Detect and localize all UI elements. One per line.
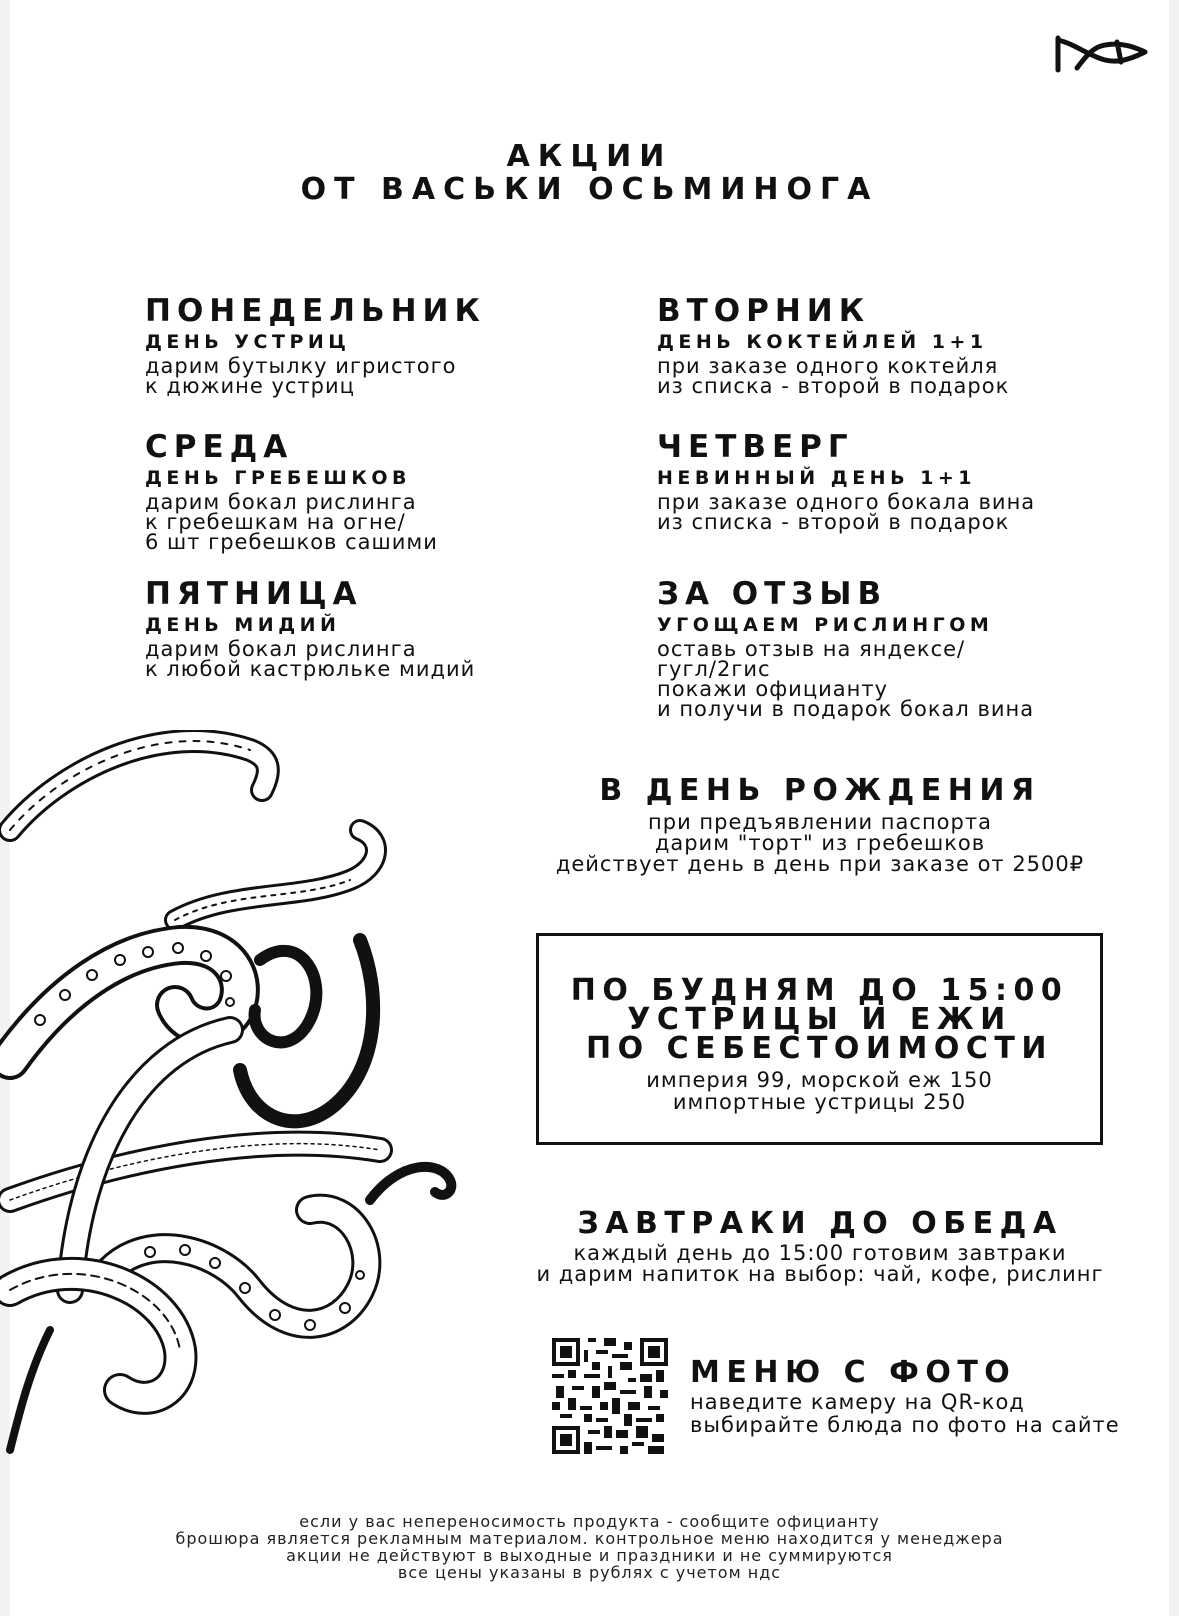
weekdays-box — [536, 933, 1103, 1145]
title-line-2: ОТ ВАСЬКИ ОСЬМИНОГА — [300, 172, 879, 207]
weekdays-heading — [539, 973, 1100, 1066]
menu-photo-line: наведите камеру на QR-код — [690, 1390, 1025, 1414]
weekdays-line: импортные устрицы 250 — [672, 1090, 967, 1114]
promo-line: при заказе одного коктейля — [657, 354, 999, 378]
promo-line: к гребешкам на огне/ — [145, 510, 406, 534]
weekdays-heading-line: УСТРИЦЫ И ЕЖИ — [627, 1002, 1012, 1037]
promo-line: покажи официанту — [657, 677, 889, 701]
promo-desc — [145, 639, 605, 679]
promo-day: ВТОРНИК — [657, 293, 871, 329]
promo-line: из списка - второй в подарок — [657, 374, 1010, 398]
breakfast-line: каждый день до 15:00 готовим завтраки — [573, 1241, 1067, 1265]
promo-line: при заказе одного бокала вина — [657, 490, 1036, 514]
promo-monday — [145, 293, 605, 396]
promo-desc — [145, 492, 605, 552]
promo-desc — [145, 356, 605, 396]
promo-wednesday — [145, 429, 605, 552]
promo-line: к дюжине устриц — [145, 374, 355, 398]
promo-day: ПОНЕДЕЛЬНИК — [145, 293, 486, 329]
footer-line: акции не действуют в выходные и праздники и не суммируются — [286, 1546, 893, 1565]
breakfast-desc — [520, 1243, 1120, 1285]
octopus-tentacles-illustration — [0, 730, 480, 1490]
promo-subtitle: ДЕНЬ УСТРИЦ — [145, 331, 351, 353]
promo-desc — [657, 356, 1127, 396]
promo-line: оставь отзыв на яндексе/ — [657, 637, 966, 661]
menu-photo-line: выбирайте блюда по фото на сайте — [690, 1413, 1120, 1437]
promo-line: 6 шт гребешков сашими — [145, 530, 438, 554]
breakfast-line: и дарим напиток на выбор: чай, кофе, рислинг — [536, 1262, 1104, 1286]
promo-line: дарим бокал рислинга — [145, 490, 417, 514]
promo-line: из списка - второй в подарок — [657, 510, 1010, 534]
weekdays-heading-line: ПО БУДНЯМ ДО 15:00 — [570, 973, 1069, 1008]
weekdays-line: империя 99, морской еж 150 — [646, 1068, 993, 1092]
footer-notes — [0, 1513, 1179, 1581]
promo-desc — [657, 639, 1127, 719]
birthday-heading: В ДЕНЬ РОЖДЕНИЯ — [599, 773, 1041, 808]
weekdays-heading-line: ПО СЕБЕСТОИМОСТИ — [586, 1031, 1053, 1066]
promo-subtitle: НЕВИННЫЙ ДЕНЬ 1+1 — [657, 467, 977, 489]
promo-review — [657, 576, 1127, 719]
promo-line: к любой кастрюльке мидий — [145, 657, 476, 681]
promo-subtitle: ДЕНЬ ГРЕБЕШКОВ — [145, 467, 412, 489]
birthday-line: дарим "торт" из гребешков — [654, 831, 986, 855]
birthday-line: при предъявлении паспорта — [648, 810, 992, 834]
weekdays-desc — [539, 1069, 1100, 1113]
promo-tuesday — [657, 293, 1127, 396]
birthday-desc — [540, 812, 1100, 875]
promo-day: ЗА ОТЗЫВ — [657, 576, 888, 612]
footer-line: брошюра является рекламным материалом. контрольное меню находится у менеджера — [175, 1529, 1004, 1548]
promo-subtitle: ДЕНЬ МИДИЙ — [145, 614, 341, 636]
breakfast-section — [520, 1207, 1120, 1285]
footer-line: все цены указаны в рублях с учетом ндс — [397, 1563, 782, 1582]
page-title — [0, 140, 1179, 206]
breakfast-heading: ЗАВТРАКИ ДО ОБЕДА — [577, 1206, 1063, 1241]
promo-line: гугл/2гис — [657, 657, 771, 681]
promo-day: ПЯТНИЦА — [145, 576, 363, 612]
promo-desc — [657, 492, 1127, 532]
fish-logo-icon — [1055, 30, 1150, 80]
promo-day: ЧЕТВЕРГ — [657, 429, 854, 465]
promo-friday — [145, 576, 605, 679]
promo-line: дарим бутылку игристого — [145, 354, 457, 378]
promo-thursday — [657, 429, 1127, 532]
promo-subtitle: ДЕНЬ КОКТЕЙЛЕЙ 1+1 — [657, 331, 988, 353]
birthday-line: действует день в день при заказе от 2500₽ — [555, 852, 1085, 876]
menu-photo-desc — [690, 1391, 1160, 1437]
menu-photo-heading: МЕНЮ С ФОТО — [690, 1355, 1017, 1390]
promo-line: и получи в подарок бокал вина — [657, 697, 1035, 721]
qr-code-icon[interactable] — [552, 1338, 668, 1454]
page-right-edge — [1169, 0, 1179, 1616]
promo-line: дарим бокал рислинга — [145, 637, 417, 661]
promo-day: СРЕДА — [145, 429, 294, 465]
menu-photo-section — [690, 1356, 1160, 1437]
footer-line: если у вас непереносимость продукта - сообщите официанту — [299, 1512, 880, 1531]
promo-subtitle: УГОЩАЕМ РИСЛИНГОМ — [657, 614, 994, 636]
title-line-1: АКЦИИ — [506, 139, 673, 174]
birthday-section — [540, 774, 1100, 875]
